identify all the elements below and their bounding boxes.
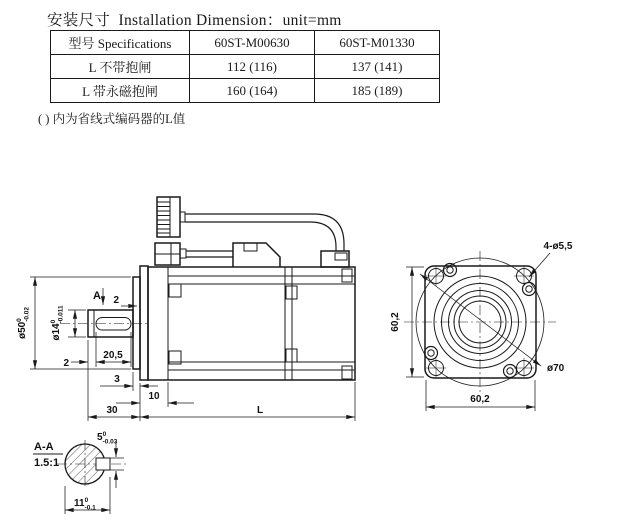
key-length-dim: 20,5 [103,350,123,361]
power-connector [155,243,186,265]
shaft-diameter-label: $ø14^0-0.011$ [50,305,65,341]
value-brake-m00630: 160 (164) [190,79,315,103]
key-width-dim: $5^0$ -0.03 [97,431,118,446]
pilot-diameter-label: $ø50^0-0.02$ [16,306,31,340]
technical-drawing [0,150,637,525]
flange-width-dim: 60,2 [470,394,490,405]
section-label: A-A [34,441,54,453]
header-model-1: 60ST-M00630 [190,31,315,55]
key-section [96,458,110,470]
value-no-brake-m01330: 137 (141) [315,55,440,79]
boss-offset-dim: 2 [113,295,119,306]
header-model-2: 60ST-M01330 [315,31,440,55]
header-specifications: 型号 Specifications [51,31,190,55]
section-scale: 1.5:1 [34,457,60,469]
table-row [51,55,440,79]
across-flats-dim: $11^0$ -0.1 [74,497,96,512]
front-length-dim: 10 [148,391,160,402]
key-offset-dim: 2 [63,358,69,369]
value-no-brake-m00630: 112 (116) [190,55,315,79]
section-view [33,431,128,514]
flange-height-dim: 60,2 [390,312,401,332]
front-flange [140,266,148,380]
side-view-dimensions [16,277,355,421]
spec-table [50,30,440,103]
section-arrow-label: A [93,290,101,302]
encoder-connector [157,197,185,237]
pilot-depth-dim: 3 [114,374,120,385]
table-row [51,79,440,103]
front-view [390,241,573,411]
row-label-no-brake: L 不带抱闸 [51,55,190,79]
row-label-with-brake: L 带永磁抱闸 [51,79,190,103]
value-brake-m01330: 185 (189) [315,79,440,103]
pilot-boss [133,277,140,369]
pitch-circle-label: ø70 [547,363,565,374]
shaft-length-dim: 30 [106,405,118,416]
body-length-dim: L [256,405,264,416]
encoder-footnote: ( ) 内为省线式编码器的L值 [38,112,186,126]
page-title: 安装尺寸 Installation Dimension：unit=mm [47,12,342,29]
encoder-cable [185,214,344,251]
holes-count-label: 4-ø5,5 [543,241,573,252]
table-header-row [51,31,440,55]
